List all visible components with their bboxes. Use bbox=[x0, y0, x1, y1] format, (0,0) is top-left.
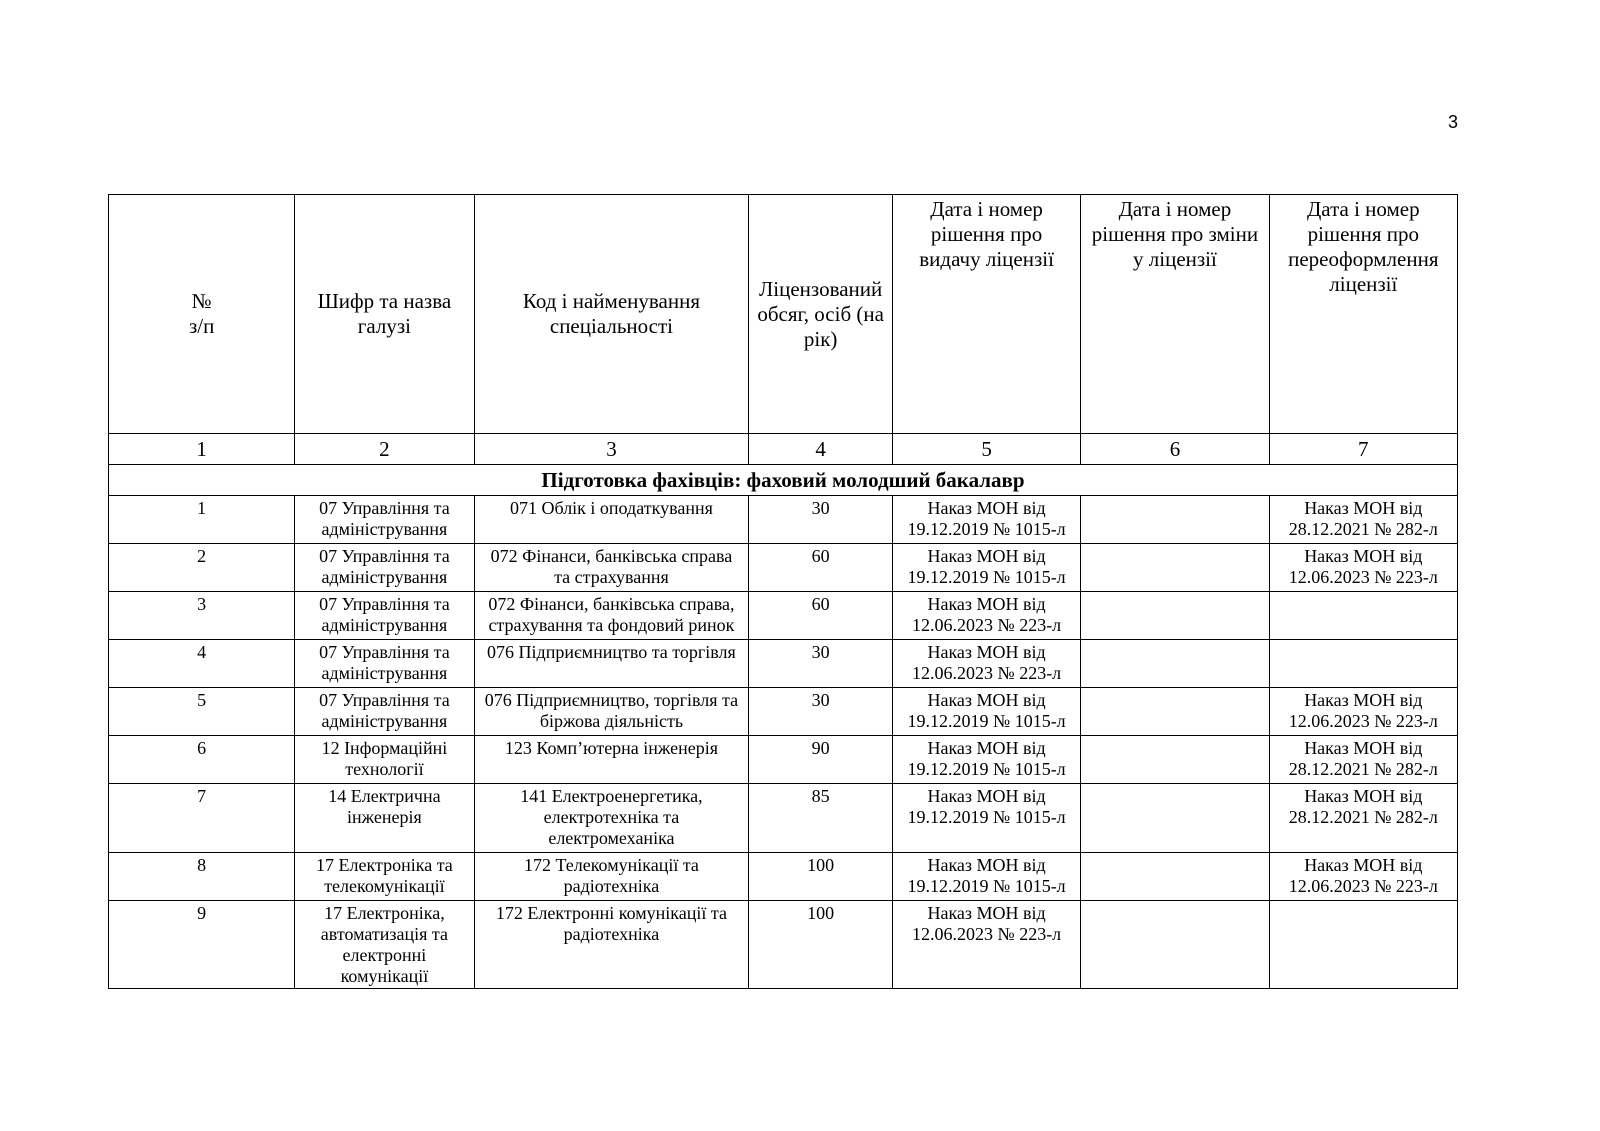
row-reissue: Наказ МОН від 12.06.2023 № 223-л bbox=[1269, 544, 1457, 592]
row-volume: 60 bbox=[749, 544, 893, 592]
column-number: 2 bbox=[295, 434, 474, 465]
row-reissue: Наказ МОН від 28.12.2021 № 282-л bbox=[1269, 736, 1457, 784]
column-number: 3 bbox=[474, 434, 749, 465]
header-change-decision: Дата і номер рішення про зміни у ліцензії bbox=[1081, 195, 1269, 434]
table-row bbox=[109, 784, 1458, 853]
row-issue: Наказ МОН від 19.12.2019 № 1015-л bbox=[892, 736, 1080, 784]
header-issue-decision: Дата і номер рішення про видачу ліцензії bbox=[892, 195, 1080, 434]
row-reissue bbox=[1269, 592, 1457, 640]
header-specialty: Код і найменування спеціальності bbox=[474, 195, 749, 434]
row-change bbox=[1081, 736, 1269, 784]
table-row bbox=[109, 853, 1458, 901]
row-change bbox=[1081, 496, 1269, 544]
column-numbers-row bbox=[109, 434, 1458, 465]
row-reissue: Наказ МОН від 28.12.2021 № 282-л bbox=[1269, 496, 1457, 544]
header-field: Шифр та назва галузі bbox=[295, 195, 474, 434]
row-number: 2 bbox=[109, 544, 295, 592]
column-number: 7 bbox=[1269, 434, 1457, 465]
table-row bbox=[109, 688, 1458, 736]
row-field: 07 Управління та адміністрування bbox=[295, 544, 474, 592]
row-change bbox=[1081, 901, 1269, 989]
row-number: 1 bbox=[109, 496, 295, 544]
row-field: 17 Електроніка, автоматизація та електронні комунікації bbox=[295, 901, 474, 989]
row-specialty: 172 Телекомунікації та радіотехніка bbox=[474, 853, 749, 901]
row-change bbox=[1081, 544, 1269, 592]
row-volume: 100 bbox=[749, 901, 893, 989]
row-issue: Наказ МОН від 19.12.2019 № 1015-л bbox=[892, 544, 1080, 592]
table-header-row bbox=[109, 195, 1458, 434]
row-reissue bbox=[1269, 640, 1457, 688]
row-field: 17 Електроніка та телекомунікації bbox=[295, 853, 474, 901]
row-volume: 100 bbox=[749, 853, 893, 901]
row-number: 9 bbox=[109, 901, 295, 989]
row-issue: Наказ МОН від 12.06.2023 № 223-л bbox=[892, 901, 1080, 989]
row-number: 8 bbox=[109, 853, 295, 901]
license-table bbox=[108, 194, 1458, 989]
row-reissue bbox=[1269, 901, 1457, 989]
column-number: 5 bbox=[892, 434, 1080, 465]
row-field: 07 Управління та адміністрування bbox=[295, 688, 474, 736]
row-issue: Наказ МОН від 19.12.2019 № 1015-л bbox=[892, 784, 1080, 853]
row-specialty: 141 Електроенергетика, електротехніка та електромеханіка bbox=[474, 784, 749, 853]
row-field: 07 Управління та адміністрування bbox=[295, 640, 474, 688]
row-specialty: 076 Підприємництво, торгівля та біржова діяльність bbox=[474, 688, 749, 736]
row-change bbox=[1081, 640, 1269, 688]
row-reissue: Наказ МОН від 12.06.2023 № 223-л bbox=[1269, 853, 1457, 901]
row-field: 07 Управління та адміністрування bbox=[295, 496, 474, 544]
table-row bbox=[109, 544, 1458, 592]
row-number: 5 bbox=[109, 688, 295, 736]
table-row bbox=[109, 736, 1458, 784]
column-number: 4 bbox=[749, 434, 893, 465]
page-number: 3 bbox=[1448, 112, 1459, 132]
section-title: Підготовка фахівців: фаховий молодший бакалавр bbox=[109, 465, 1458, 496]
row-issue: Наказ МОН від 19.12.2019 № 1015-л bbox=[892, 688, 1080, 736]
row-reissue: Наказ МОН від 12.06.2023 № 223-л bbox=[1269, 688, 1457, 736]
row-change bbox=[1081, 853, 1269, 901]
row-field: 12 Інформаційні технології bbox=[295, 736, 474, 784]
row-reissue: Наказ МОН від 28.12.2021 № 282-л bbox=[1269, 784, 1457, 853]
header-number: № з/п bbox=[109, 195, 295, 434]
table-row bbox=[109, 901, 1458, 989]
section-row bbox=[109, 465, 1458, 496]
row-issue: Наказ МОН від 12.06.2023 № 223-л bbox=[892, 592, 1080, 640]
row-specialty: 123 Комп’ютерна інженерія bbox=[474, 736, 749, 784]
row-number: 6 bbox=[109, 736, 295, 784]
row-volume: 90 bbox=[749, 736, 893, 784]
row-specialty: 072 Фінанси, банківська справа, страхування та фондовий ринок bbox=[474, 592, 749, 640]
table-row bbox=[109, 496, 1458, 544]
row-volume: 60 bbox=[749, 592, 893, 640]
row-specialty: 072 Фінанси, банківська справа та страхування bbox=[474, 544, 749, 592]
row-specialty: 076 Підприємництво та торгівля bbox=[474, 640, 749, 688]
row-volume: 30 bbox=[749, 688, 893, 736]
column-number: 6 bbox=[1081, 434, 1269, 465]
row-change bbox=[1081, 688, 1269, 736]
column-number: 1 bbox=[109, 434, 295, 465]
row-volume: 85 bbox=[749, 784, 893, 853]
row-specialty: 071 Облік і оподаткування bbox=[474, 496, 749, 544]
row-volume: 30 bbox=[749, 496, 893, 544]
row-number: 3 bbox=[109, 592, 295, 640]
row-specialty: 172 Електронні комунікації та радіотехніка bbox=[474, 901, 749, 989]
row-field: 14 Електрична інженерія bbox=[295, 784, 474, 853]
row-number: 4 bbox=[109, 640, 295, 688]
row-change bbox=[1081, 592, 1269, 640]
header-volume: Ліцензований обсяг, осіб (на рік) bbox=[749, 195, 893, 434]
row-volume: 30 bbox=[749, 640, 893, 688]
row-number: 7 bbox=[109, 784, 295, 853]
row-field: 07 Управління та адміністрування bbox=[295, 592, 474, 640]
header-reissue-decision: Дата і номер рішення про переоформлення ліцензії bbox=[1269, 195, 1457, 434]
row-issue: Наказ МОН від 12.06.2023 № 223-л bbox=[892, 640, 1080, 688]
table-row bbox=[109, 640, 1458, 688]
row-issue: Наказ МОН від 19.12.2019 № 1015-л bbox=[892, 496, 1080, 544]
row-change bbox=[1081, 784, 1269, 853]
table-row bbox=[109, 592, 1458, 640]
row-issue: Наказ МОН від 19.12.2019 № 1015-л bbox=[892, 853, 1080, 901]
